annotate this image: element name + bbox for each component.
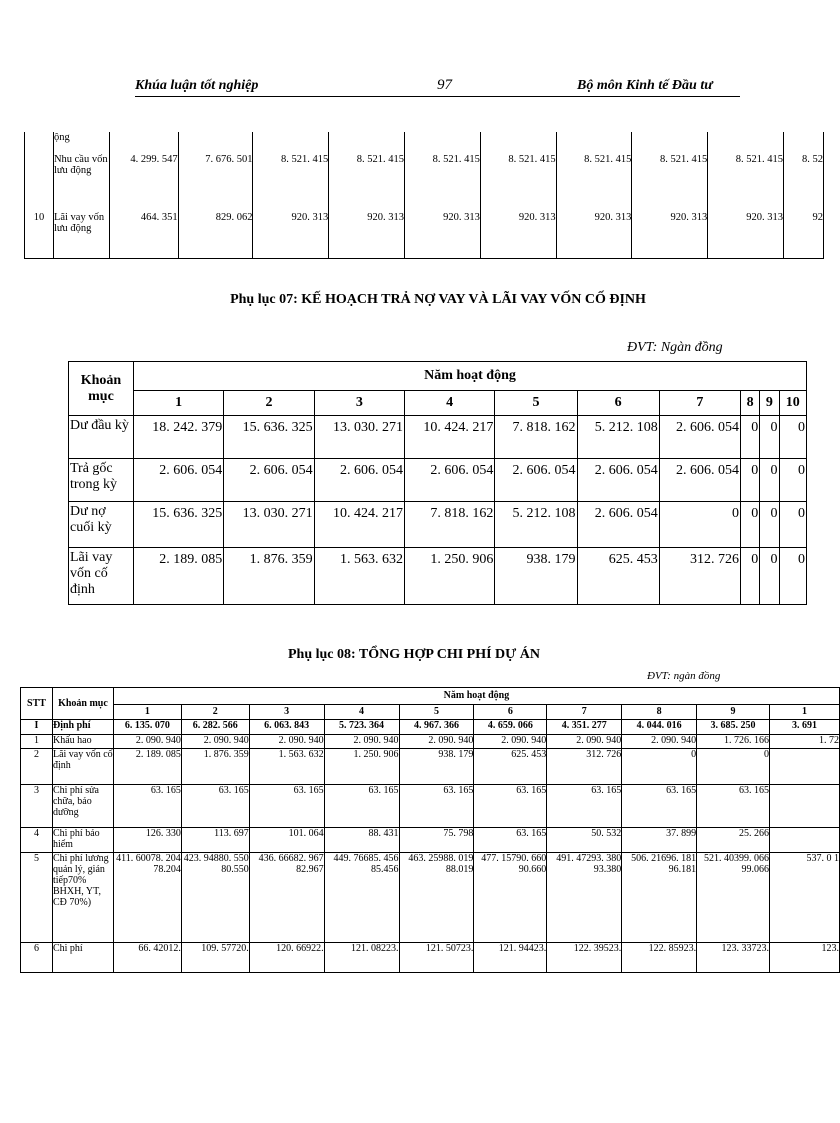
value-cell: 2. 189. 085 <box>133 548 223 605</box>
value-cell: 5. 212. 108 <box>495 502 577 548</box>
value-cell <box>769 828 839 853</box>
value-cell: 521. 40399. 066 99.066 <box>697 853 770 943</box>
year-header: 3 <box>249 705 324 720</box>
value-cell: 63. 165 <box>113 785 181 828</box>
value-cell: 63. 165 <box>474 828 547 853</box>
page-number: 97 <box>437 77 452 93</box>
value-cell <box>769 785 839 828</box>
value-cell: 3. 685. 250 <box>697 720 770 735</box>
value-cell <box>253 132 329 148</box>
value-cell: 3. 691 <box>769 720 839 735</box>
value-cell: 920. 313 <box>708 206 784 258</box>
value-cell: 1. 563. 632 <box>249 749 324 785</box>
value-cell: 2. 090. 940 <box>113 735 181 749</box>
value-cell: 109. 57720. <box>181 943 249 973</box>
table-row <box>21 785 840 828</box>
value-cell: 5. 212. 108 <box>577 416 659 459</box>
year-header: 7 <box>547 705 622 720</box>
appendix08-stt-header: STT <box>21 688 53 720</box>
value-cell: 25. 266 <box>697 828 770 853</box>
row-stt: 5 <box>21 853 53 943</box>
value-cell: 2. 606. 054 <box>224 459 314 502</box>
value-cell: 122. 85923. <box>622 943 697 973</box>
value-cell: 8. 521. 415 <box>708 148 784 206</box>
value-cell: 122. 39523. <box>547 943 622 973</box>
table-row <box>21 749 840 785</box>
value-cell: 920. 313 <box>329 206 405 258</box>
appendix07-group-header: Năm hoạt động <box>133 362 806 391</box>
value-cell: 464. 351 <box>109 206 178 258</box>
value-cell: 6. 282. 566 <box>181 720 249 735</box>
value-cell: 6. 135. 070 <box>113 720 181 735</box>
value-cell: 0 <box>697 749 770 785</box>
value-cell: 1. 563. 632 <box>314 548 404 605</box>
value-cell: 66. 42012. <box>113 943 181 973</box>
row-stt: 6 <box>21 943 53 973</box>
value-cell: 113. 697 <box>181 828 249 853</box>
value-cell: 13. 030. 271 <box>224 502 314 548</box>
value-cell: 0 <box>760 548 779 605</box>
value-cell: 2. 090. 940 <box>399 735 474 749</box>
table-row <box>25 132 824 148</box>
year-header: 3 <box>314 391 404 416</box>
table-row <box>21 720 840 735</box>
header-right: Bộ môn Kinh tế Đầu tư <box>577 78 713 93</box>
row-stt: 4 <box>21 828 53 853</box>
value-cell: 8. 521. 415 <box>632 148 708 206</box>
value-cell: 101. 064 <box>249 828 324 853</box>
value-cell: 2. 606. 054 <box>659 416 740 459</box>
value-cell: 18. 242. 379 <box>133 416 223 459</box>
row-stt: 3 <box>21 785 53 828</box>
appendix07-title: Phụ lục 07: KẾ HOẠCH TRẢ NỢ VAY VÀ LÃI VAY VỐN CỐ ĐỊNH <box>230 292 646 307</box>
value-cell: 1. 250. 906 <box>404 548 494 605</box>
value-cell: 63. 165 <box>622 785 697 828</box>
value-cell: 0 <box>779 416 806 459</box>
row-label: Chi phí bảo hiểm <box>52 828 113 853</box>
year-header: 2 <box>224 391 314 416</box>
row-label: Định phí <box>52 720 113 735</box>
value-cell: 0 <box>779 459 806 502</box>
year-header: 8 <box>740 391 759 416</box>
value-cell: 8. 52 <box>784 148 824 206</box>
value-cell: 2. 189. 085 <box>113 749 181 785</box>
value-cell: 1. 250. 906 <box>324 749 399 785</box>
value-cell: 88. 431 <box>324 828 399 853</box>
value-cell: 920. 313 <box>405 206 481 258</box>
value-cell <box>769 749 839 785</box>
value-cell: 0 <box>740 459 759 502</box>
value-cell: 2. 606. 054 <box>314 459 404 502</box>
value-cell: 15. 636. 325 <box>133 502 223 548</box>
appendix08-group-header: Năm hoạt động <box>113 688 839 705</box>
table-row <box>69 502 807 548</box>
value-cell <box>480 132 556 148</box>
value-cell: 920. 313 <box>632 206 708 258</box>
value-cell: 2. 090. 940 <box>547 735 622 749</box>
row-label: Chi phí sửa chữa, bảo dưỡng <box>52 785 113 828</box>
value-cell: 63. 165 <box>399 785 474 828</box>
appendix07-table <box>68 361 807 605</box>
row-stt: 10 <box>25 206 54 258</box>
value-cell: 537. 0 1 <box>769 853 839 943</box>
row-stt: 1 <box>21 735 53 749</box>
year-header: 2 <box>181 705 249 720</box>
value-cell: 126. 330 <box>113 828 181 853</box>
value-cell <box>708 132 784 148</box>
value-cell: 423. 94880. 550 80.550 <box>181 853 249 943</box>
value-cell <box>784 132 824 148</box>
value-cell: 92 <box>784 206 824 258</box>
value-cell: 0 <box>760 502 779 548</box>
header-left: Khúa luận tốt nghiệp <box>135 78 259 93</box>
value-cell: 2. 606. 054 <box>495 459 577 502</box>
value-cell: 411. 60078. 204 78.204 <box>113 853 181 943</box>
table-row <box>69 459 807 502</box>
table-row <box>21 853 840 943</box>
value-cell: 1. 876. 359 <box>181 749 249 785</box>
value-cell: 920. 313 <box>480 206 556 258</box>
value-cell: 2. 606. 054 <box>133 459 223 502</box>
value-cell: 0 <box>740 548 759 605</box>
value-cell: 4. 967. 366 <box>399 720 474 735</box>
value-cell: 0 <box>659 502 740 548</box>
value-cell: 4. 351. 277 <box>547 720 622 735</box>
value-cell: 0 <box>760 459 779 502</box>
value-cell: 2. 606. 054 <box>659 459 740 502</box>
value-cell: 8. 521. 415 <box>480 148 556 206</box>
row-label: Chi phí lương quản lý, gián tiếp70% BHXH, YT, CĐ 70%) <box>52 853 113 943</box>
value-cell: 15. 636. 325 <box>224 416 314 459</box>
value-cell: 938. 179 <box>399 749 474 785</box>
row-label: Lãi vay vốn cố định <box>69 548 134 605</box>
row-label: Dư nợ cuối kỳ <box>69 502 134 548</box>
row-label: Trả gốc trong kỳ <box>69 459 134 502</box>
value-cell: 1. 876. 359 <box>224 548 314 605</box>
value-cell: 0 <box>740 502 759 548</box>
value-cell <box>556 132 632 148</box>
year-header: 6 <box>474 705 547 720</box>
value-cell: 0 <box>622 749 697 785</box>
value-cell: 121. 08223. <box>324 943 399 973</box>
row-label: Lãi vay vốn lưu động <box>53 206 109 258</box>
row-stt <box>25 148 54 206</box>
continuation-table <box>24 132 824 259</box>
row-label: ộng <box>53 132 109 148</box>
value-cell: 625. 453 <box>474 749 547 785</box>
row-stt <box>25 132 54 148</box>
value-cell: 13. 030. 271 <box>314 416 404 459</box>
year-header: 1 <box>133 391 223 416</box>
value-cell: 4. 044. 016 <box>622 720 697 735</box>
value-cell: 2. 606. 054 <box>577 502 659 548</box>
value-cell: 2. 090. 940 <box>249 735 324 749</box>
table-row <box>25 206 824 258</box>
year-header: 8 <box>622 705 697 720</box>
value-cell <box>405 132 481 148</box>
year-header: 5 <box>399 705 474 720</box>
table-row <box>21 828 840 853</box>
year-header: 4 <box>404 391 494 416</box>
appendix08-table <box>20 687 840 973</box>
header-rule <box>135 96 740 97</box>
value-cell: 2. 606. 054 <box>577 459 659 502</box>
value-cell: 123. <box>769 943 839 973</box>
value-cell <box>109 132 178 148</box>
value-cell: 312. 726 <box>547 749 622 785</box>
value-cell: 477. 15790. 660 90.660 <box>474 853 547 943</box>
value-cell: 10. 424. 217 <box>314 502 404 548</box>
value-cell: 37. 899 <box>622 828 697 853</box>
value-cell: 0 <box>779 502 806 548</box>
value-cell: 63. 165 <box>697 785 770 828</box>
value-cell <box>329 132 405 148</box>
value-cell: 0 <box>740 416 759 459</box>
appendix07-unit: ĐVT: Ngàn đồng <box>627 340 723 355</box>
year-header: 9 <box>697 705 770 720</box>
value-cell: 8. 521. 415 <box>329 148 405 206</box>
value-cell: 920. 313 <box>556 206 632 258</box>
value-cell: 920. 313 <box>253 206 329 258</box>
value-cell: 75. 798 <box>399 828 474 853</box>
value-cell: 10. 424. 217 <box>404 416 494 459</box>
value-cell: 2. 090. 940 <box>622 735 697 749</box>
table-row <box>69 548 807 605</box>
value-cell: 2. 090. 940 <box>181 735 249 749</box>
row-label: Chi phí <box>52 943 113 973</box>
value-cell: 4. 659. 066 <box>474 720 547 735</box>
table-row <box>25 148 824 206</box>
appendix08-col-header: Khoản mục <box>52 688 113 720</box>
value-cell: 0 <box>760 416 779 459</box>
value-cell: 121. 50723. <box>399 943 474 973</box>
value-cell: 63. 165 <box>324 785 399 828</box>
value-cell: 2. 090. 940 <box>324 735 399 749</box>
appendix07-col-header: Khoản mục <box>69 362 134 416</box>
value-cell: 491. 47293. 380 93.380 <box>547 853 622 943</box>
year-header: 10 <box>779 391 806 416</box>
value-cell: 2. 606. 054 <box>404 459 494 502</box>
appendix08-unit: ĐVT: ngàn đồng <box>647 670 721 682</box>
value-cell: 50. 532 <box>547 828 622 853</box>
value-cell: 0 <box>779 548 806 605</box>
value-cell: 436. 66682. 967 82.967 <box>249 853 324 943</box>
value-cell: 938. 179 <box>495 548 577 605</box>
value-cell: 8. 521. 415 <box>405 148 481 206</box>
value-cell <box>178 132 253 148</box>
appendix08-title: Phụ lục 08: TỔNG HỢP CHI PHÍ DỰ ÁN <box>288 647 541 662</box>
year-header: 1 <box>113 705 181 720</box>
table-row <box>21 735 840 749</box>
value-cell: 312. 726 <box>659 548 740 605</box>
value-cell: 63. 165 <box>474 785 547 828</box>
year-header: 7 <box>659 391 740 416</box>
value-cell: 8. 521. 415 <box>556 148 632 206</box>
value-cell: 120. 66922. <box>249 943 324 973</box>
value-cell: 8. 521. 415 <box>253 148 329 206</box>
value-cell: 463. 25988. 019 88.019 <box>399 853 474 943</box>
value-cell: 6. 063. 843 <box>249 720 324 735</box>
row-stt: 2 <box>21 749 53 785</box>
value-cell: 63. 165 <box>249 785 324 828</box>
row-label: Khấu hao <box>52 735 113 749</box>
year-header: 6 <box>577 391 659 416</box>
value-cell: 5. 723. 364 <box>324 720 399 735</box>
value-cell: 121. 94423. <box>474 943 547 973</box>
value-cell: 4. 299. 547 <box>109 148 178 206</box>
value-cell: 7. 818. 162 <box>495 416 577 459</box>
value-cell: 2. 090. 940 <box>474 735 547 749</box>
table-row <box>69 416 807 459</box>
value-cell: 123. 33723. <box>697 943 770 973</box>
value-cell: 7. 818. 162 <box>404 502 494 548</box>
row-label: Lãi vay vốn cố định <box>52 749 113 785</box>
row-label: Nhu cầu vốn lưu động <box>53 148 109 206</box>
value-cell: 506. 21696. 181 96.181 <box>622 853 697 943</box>
table-row <box>21 943 840 973</box>
row-stt: I <box>21 720 53 735</box>
year-header: 4 <box>324 705 399 720</box>
value-cell: 829. 062 <box>178 206 253 258</box>
value-cell: 63. 165 <box>181 785 249 828</box>
value-cell: 625. 453 <box>577 548 659 605</box>
value-cell: 7. 676. 501 <box>178 148 253 206</box>
value-cell <box>632 132 708 148</box>
value-cell: 1. 726. 166 <box>697 735 770 749</box>
row-label: Dư đầu kỳ <box>69 416 134 459</box>
value-cell: 449. 76685. 456 85.456 <box>324 853 399 943</box>
year-header: 1 <box>769 705 839 720</box>
value-cell: 1. 72 <box>769 735 839 749</box>
year-header: 9 <box>760 391 779 416</box>
year-header: 5 <box>495 391 577 416</box>
value-cell: 63. 165 <box>547 785 622 828</box>
